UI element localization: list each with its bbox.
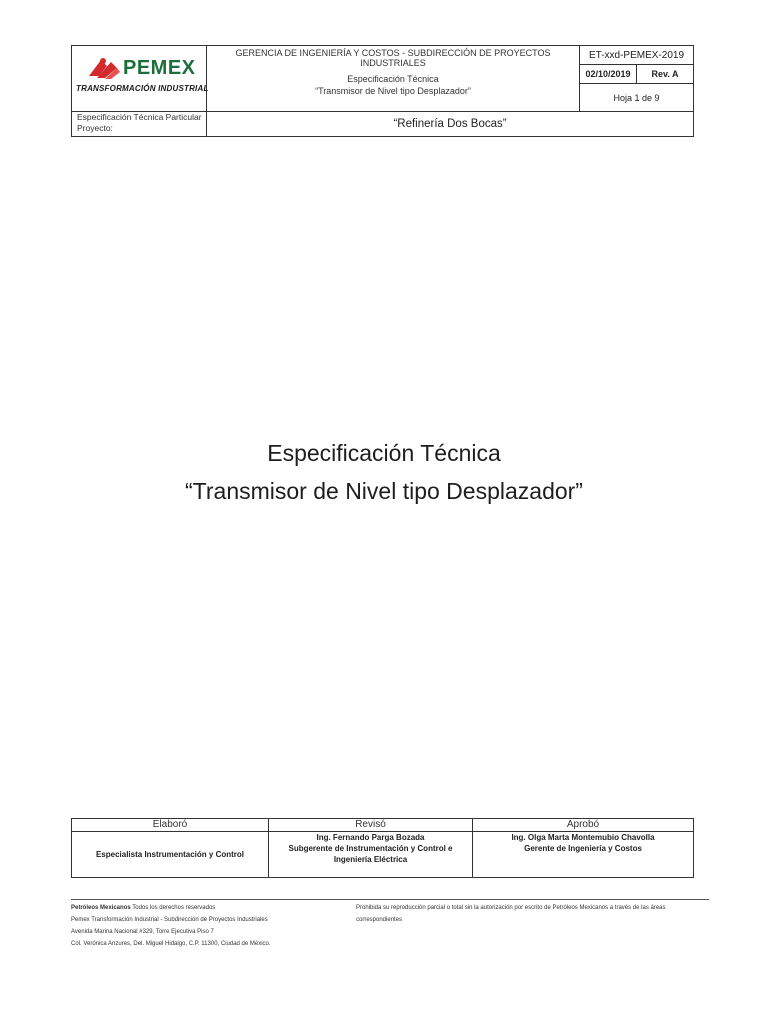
revision-label: Rev. A [637,65,694,84]
logo-subtitle: TRANSFORMACIÓN INDUSTRIAL [76,84,209,93]
footer-notice: Prohibida su reproducción parcial o total sin la autorización por escrito de Petróleos Mexicanos a través de las áreas correspondientes [356,905,666,923]
footer-line-2: Pemex Transformación Industrial - Subdirección de Proyectos Industriales [71,917,268,923]
spec-title: Especificación Técnica [347,73,439,84]
footer-address [71,902,271,950]
aprobo-name: Ing. Olga Marta Montemubio Chavolla [511,833,655,842]
signature-table [71,818,694,878]
reviso-cell [269,832,473,878]
document-date: 02/10/2019 [580,65,637,84]
aprobo-title: Gerente de Ingeniería y Costos [524,844,642,853]
spec-subject: “Transmisor de Nivel tipo Desplazador” [315,85,471,96]
title-line-2: “Transmisor de Nivel tipo Desplazador” [185,478,583,504]
logo-cell [72,46,207,112]
footer-line-4: Col. Verónica Anzures, Del. Miguel Hidalgo, C.P. 11300, Ciudad de México. [71,941,271,947]
reviso-name: Ing. Fernando Parga Bozada [316,833,425,842]
pemex-logo [75,52,209,104]
header-title-cell [207,46,580,112]
project-label: Especificación Técnica Particular Proyecto: [72,112,207,137]
title-line-1: Especificación Técnica [267,440,501,466]
header-aprobo: Aprobó [473,819,694,832]
elaboro-role: Especialista Instrumentación y Control [95,850,245,859]
pemex-eagle-icon [87,56,121,80]
header-elaboro: Elaboró [72,819,269,832]
logo-word: PEMEX [123,57,196,79]
footer-rights: Todos los derechos reservados [130,905,216,911]
footer-line-3: Avenida Marina Nacional #329, Torre Ejecutiva Piso 7 [71,929,214,935]
project-name: “Refinería Dos Bocas” [207,112,694,137]
header-table [71,45,694,137]
footer-company: Petróleos Mexicanos [71,905,131,911]
header-reviso: Revisó [269,819,473,832]
elaboro-cell [72,832,269,878]
reviso-title: Subgerente de Instrumentación y Control e Ingeniería Eléctrica [288,844,453,864]
footer-divider [71,899,709,900]
sheet-number: Hoja 1 de 9 [580,84,694,112]
document-title [0,440,768,505]
department-name: GERENCIA DE INGENIERÍA Y COSTOS - SUBDIRECCIÓN DE PROYECTOS INDUSTRIALES [235,47,551,68]
document-code: ET-xxd-PEMEX-2019 [580,46,694,65]
aprobo-cell [473,832,694,878]
